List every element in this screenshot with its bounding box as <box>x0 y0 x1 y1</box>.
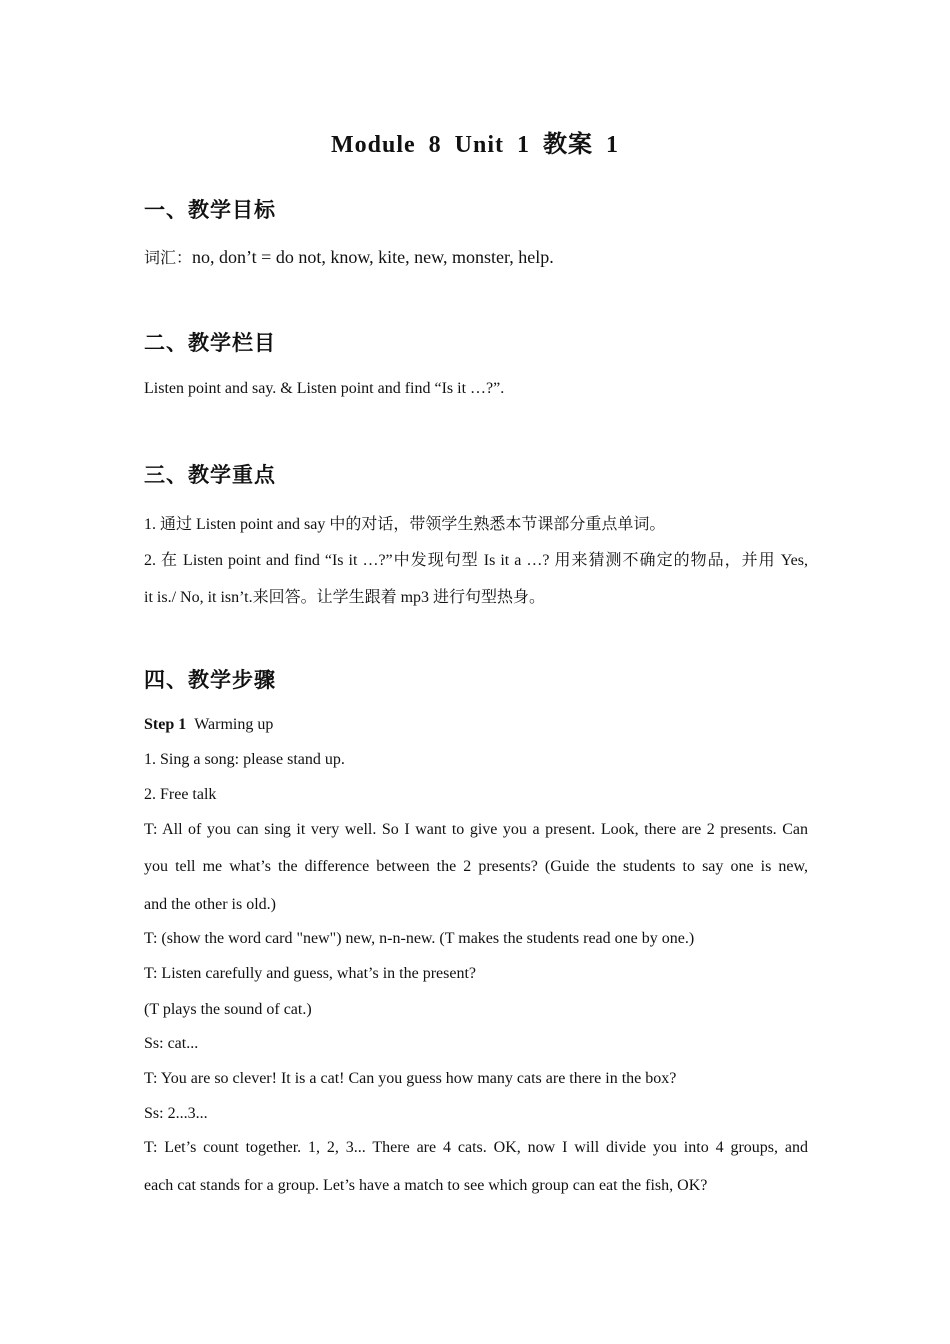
column-text: Listen point and say. & Listen point and find “Is it …?”. <box>144 380 505 397</box>
vocabulary-label: 词汇： <box>144 250 193 267</box>
step-line: you tell me what’s the difference between the 2 presents? (Guide the students to say one is new, <box>144 858 808 875</box>
section-heading-teaching-steps: 四、教学步骤 <box>144 668 276 692</box>
step-line: T: Listen carefully and guess, what’s in the present? <box>144 965 476 982</box>
step-line: (T plays the sound of cat.) <box>144 1001 312 1018</box>
document-title: Module 8 Unit 1 教案 1 <box>330 132 619 158</box>
step-line: T: Let’s count together. 1, 2, 3... There are 4 cats. OK, now I will divide you into 4 groups, and <box>144 1139 808 1156</box>
step-line: each cat stands for a group. Let’s have a match to see which group can eat the fish, OK? <box>144 1177 708 1194</box>
key-point-1: 1. 通过 Listen point and say 中的对话，带领学生熟悉本节课部分重点单词。 <box>144 516 666 533</box>
step-line: T: All of you can sing it very well. So I want to give you a present. Look, there are 2 presents. Can <box>144 821 808 838</box>
key-point-2-line-2: it is./ No, it isn’t.来回答。让学生跟着 mp3 进行句型热身。 <box>144 589 546 606</box>
step-line: Ss: 2...3... <box>144 1105 208 1122</box>
step-title: Warming up <box>194 716 274 733</box>
step-line: T: You are so clever! It is a cat! Can you guess how many cats are there in the box? <box>144 1070 677 1087</box>
section-heading-teaching-column: 二、教学栏目 <box>144 331 276 355</box>
section-heading-key-points: 三、教学重点 <box>144 463 276 487</box>
step-line: 2. Free talk <box>144 786 217 803</box>
step-line: 1. Sing a song: please stand up. <box>144 751 345 768</box>
key-point-2-line-1: 2. 在 Listen point and find “Is it …?”中发现句型 Is it a …? 用来猜测不确定的物品，并用 Yes, <box>144 552 808 569</box>
vocabulary-line <box>144 245 808 268</box>
step-line: T: (show the word card "new") new, n-n-new. (T makes the students read one by one.) <box>144 930 695 947</box>
vocabulary-text: no, don’t = do not, know, kite, new, monster, help. <box>192 247 554 267</box>
section-heading-teaching-objectives: 一、教学目标 <box>144 198 276 222</box>
step-label: Step 1 <box>144 716 187 733</box>
step-line: Ss: cat... <box>144 1035 199 1052</box>
step-1-line <box>144 716 808 734</box>
step-line: and the other is old.) <box>144 896 276 913</box>
